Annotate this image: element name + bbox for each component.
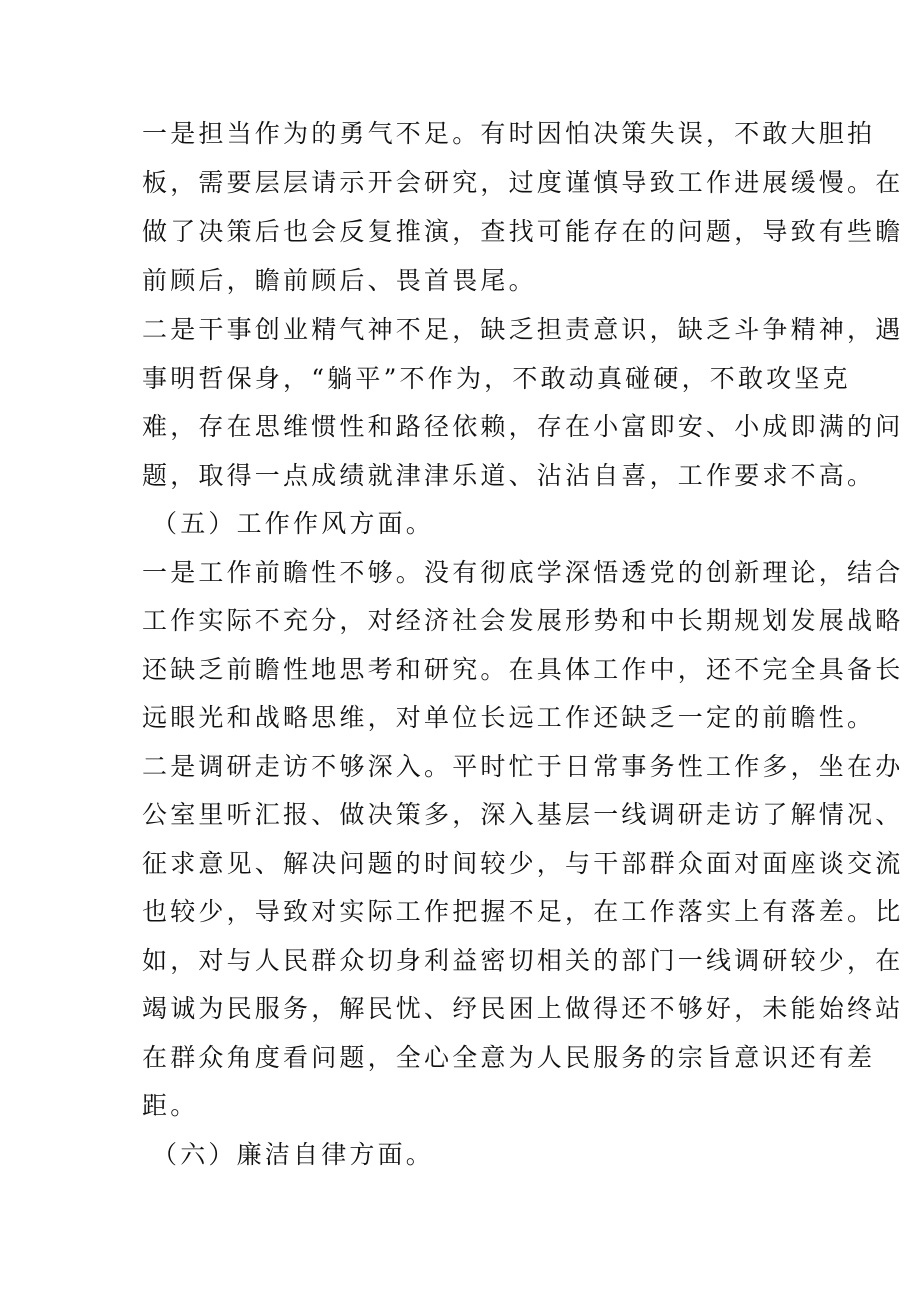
paragraph-4-line-3: 征求意见、解决问题的时间较少，与干部群众面对面座谈交流 bbox=[142, 849, 904, 878]
paragraph-4-line-4: 也较少，导致对实际工作把握不足，在工作落实上有落差。比 bbox=[142, 897, 904, 926]
paragraph-4-line-5: 如，对与人民群众切身利益密切相关的部门一线调研较少，在 bbox=[142, 946, 904, 975]
paragraph-1-line-3: 做了决策后也会反复推演，查找可能存在的问题，导致有些瞻 bbox=[142, 217, 904, 246]
paragraph-4-line-8: 距。 bbox=[142, 1091, 199, 1120]
paragraph-2-line-2: 事明哲保身，“躺平”不作为，不敢动真碰硬，不敢攻坚克 bbox=[142, 364, 851, 393]
paragraph-4-line-7: 在群众角度看问题，全心全意为人民服务的宗旨意识还有差 bbox=[142, 1043, 876, 1072]
section-heading-integrity: （六）廉洁自律方面。 bbox=[152, 1140, 435, 1169]
paragraph-2-line-1: 二是干事创业精气神不足，缺乏担责意识，缺乏斗争精神，遇 bbox=[142, 315, 904, 344]
paragraph-2-line-3: 难，存在思维惯性和路径依赖，存在小富即安、小成即满的问 bbox=[142, 412, 904, 441]
paragraph-3-line-4: 远眼光和战略思维，对单位长远工作还缺乏一定的前瞻性。 bbox=[142, 703, 876, 732]
paragraph-4-line-6: 竭诚为民服务，解民忧、纾民困上做得还不够好，未能始终站 bbox=[142, 994, 904, 1023]
section-heading-work-style: （五）工作作风方面。 bbox=[152, 509, 435, 538]
paragraph-4-line-1: 二是调研走访不够深入。平时忙于日常事务性工作多，坐在办 bbox=[142, 752, 904, 781]
paragraph-3-line-1: 一是工作前瞻性不够。没有彻底学深悟透党的创新理论，结合 bbox=[142, 558, 904, 587]
paragraph-3-line-2: 工作实际不充分，对经济社会发展形势和中长期规划发展战略 bbox=[142, 606, 904, 635]
paragraph-1-line-2: 板，需要层层请示开会研究，过度谨慎导致工作进展缓慢。在 bbox=[142, 168, 904, 197]
paragraph-1-line-4: 前顾后，瞻前顾后、畏首畏尾。 bbox=[142, 266, 537, 295]
paragraph-4-line-2: 公室里听汇报、做决策多，深入基层一线调研走访了解情况、 bbox=[142, 800, 904, 829]
paragraph-1-line-1: 一是担当作为的勇气不足。有时因怕决策失误，不敢大胆拍 bbox=[142, 119, 876, 148]
paragraph-2-line-4: 题，取得一点成绩就津津乐道、沾沾自喜，工作要求不高。 bbox=[142, 461, 876, 490]
paragraph-3-line-3: 还缺乏前瞻性地思考和研究。在具体工作中，还不完全具备长 bbox=[142, 655, 904, 684]
